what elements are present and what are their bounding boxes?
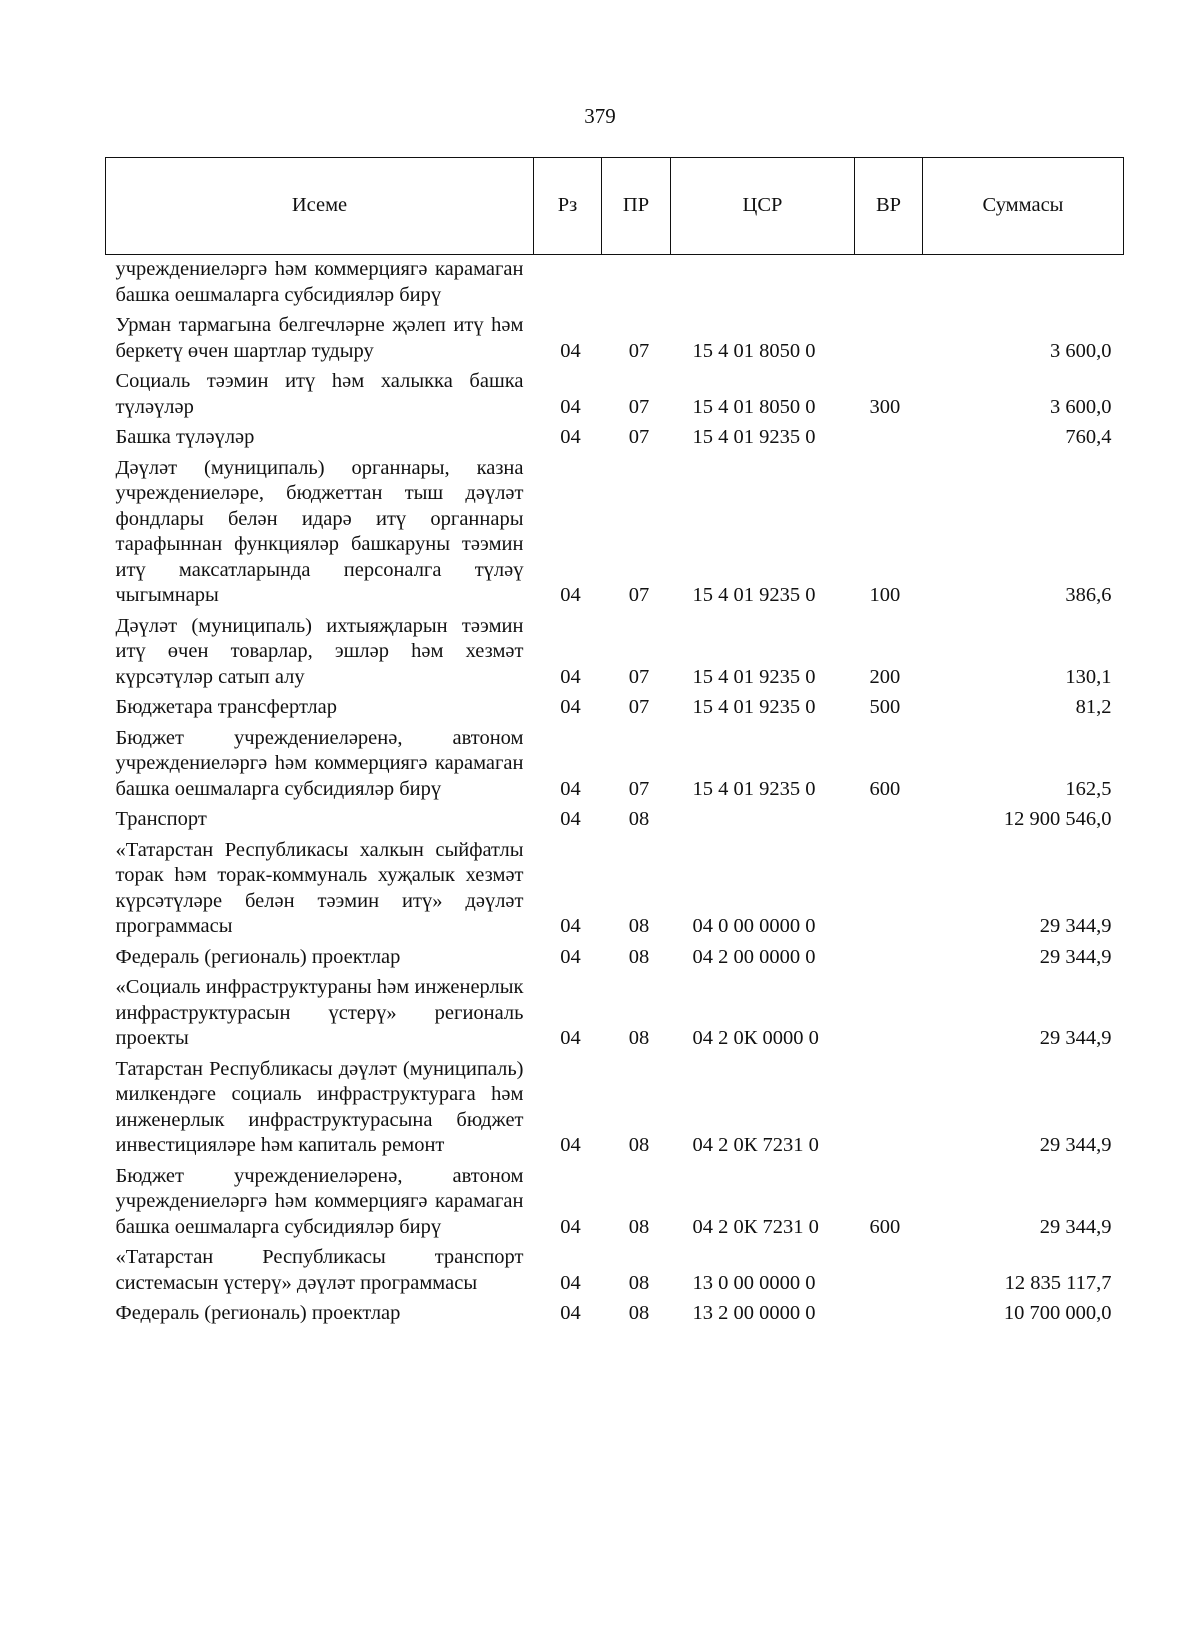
row-pr: 07 xyxy=(628,696,650,718)
header-pr: ПР xyxy=(602,158,671,255)
table-row xyxy=(106,836,1124,943)
row-rz: 04 xyxy=(560,808,581,830)
row-sum: 29 344,9 xyxy=(1039,1134,1112,1156)
row-name: Федераль (региональ) проектлар xyxy=(115,1302,401,1324)
row-pr: 08 xyxy=(628,1134,650,1156)
row-vr xyxy=(855,1299,923,1330)
row-rz: 04 xyxy=(560,1215,581,1238)
row-vr xyxy=(855,973,923,1055)
row-csr: 04 2 0К 7231 0 xyxy=(692,1215,819,1238)
row-name: Бюджет учреждениеләренә, автоном учреждениеләргә һәм коммерциягә карамаган башка оешмаларга субсидияләр бирү xyxy=(115,1164,524,1238)
row-sum: 386,6 xyxy=(1065,584,1112,606)
page-number: 379 xyxy=(584,104,616,128)
table-row xyxy=(106,1055,1124,1162)
table-row xyxy=(106,724,1124,806)
row-sum: 29 344,9 xyxy=(1039,945,1112,968)
row-rz: 04 xyxy=(560,1027,581,1049)
row-csr: 15 4 01 9235 0 xyxy=(692,777,816,800)
row-sum: 10 700 000,0 xyxy=(1003,1302,1112,1324)
row-pr: 08 xyxy=(628,1271,650,1294)
row-name: Башка түләүләр xyxy=(115,426,255,448)
row-csr: 15 4 01 8050 0 xyxy=(692,339,816,362)
row-csr: 15 4 01 9235 0 xyxy=(692,696,816,718)
row-csr: 13 2 00 0000 0 xyxy=(692,1302,816,1324)
row-vr xyxy=(855,1243,923,1299)
table-row xyxy=(106,612,1124,694)
header-name: Исеме xyxy=(106,158,534,255)
row-csr: 04 0 00 0000 0 xyxy=(692,915,816,937)
table-body xyxy=(106,255,1124,1330)
table-header xyxy=(106,158,1124,255)
row-csr: 04 2 00 0000 0 xyxy=(692,945,816,968)
row-vr xyxy=(855,943,923,974)
table-row xyxy=(106,1243,1124,1299)
row-csr xyxy=(671,255,855,312)
row-pr: 07 xyxy=(628,777,650,800)
row-rz: 04 xyxy=(560,426,581,448)
table-row xyxy=(106,973,1124,1055)
row-pr: 08 xyxy=(628,1215,650,1238)
row-sum: 81,2 xyxy=(1075,696,1112,718)
row-vr xyxy=(855,1055,923,1162)
row-sum xyxy=(923,255,1124,312)
row-sum: 3 600,0 xyxy=(1050,395,1112,418)
row-pr: 07 xyxy=(628,584,650,606)
row-pr: 07 xyxy=(628,395,650,418)
row-rz: 04 xyxy=(560,339,581,362)
row-sum: 12 835 117,7 xyxy=(1004,1271,1112,1294)
table-row xyxy=(106,1162,1124,1244)
budget-table xyxy=(105,157,1124,1330)
row-vr: 300 xyxy=(869,395,901,418)
row-vr: 600 xyxy=(869,1215,901,1238)
header-csr: ЦСР xyxy=(671,158,855,255)
row-vr: 100 xyxy=(869,584,901,606)
row-csr: 15 4 01 9235 0 xyxy=(692,584,816,606)
table-row xyxy=(106,311,1124,367)
row-sum: 3 600,0 xyxy=(1050,339,1112,362)
row-sum: 29 344,9 xyxy=(1039,1027,1112,1049)
header-rz: Рз xyxy=(534,158,602,255)
row-rz: 04 xyxy=(560,1302,581,1324)
row-rz: 04 xyxy=(560,395,581,418)
row-sum: 29 344,9 xyxy=(1039,915,1112,937)
row-name: учреждениеләргә һәм коммерциягә карамаган башка оешмаларга субсидияләр бирү xyxy=(115,258,524,306)
row-pr: 08 xyxy=(628,808,650,830)
row-sum: 29 344,9 xyxy=(1039,1215,1112,1238)
table-row xyxy=(106,1299,1124,1330)
row-rz: 04 xyxy=(560,1134,581,1156)
row-pr: 07 xyxy=(628,426,650,448)
row-name: Урман тармагына белгечләрне җәлеп итү һәм беркетү өчен шартлар тудыру xyxy=(115,314,524,362)
row-csr: 13 0 00 0000 0 xyxy=(692,1271,816,1294)
row-rz: 04 xyxy=(560,665,581,688)
row-vr xyxy=(855,255,923,312)
row-name: Бюджет учреждениеләренә, автоном учреждениеләргә һәм коммерциягә карамаган башка оешмаларга субсидияләр бирү xyxy=(115,726,524,800)
row-pr xyxy=(602,255,671,312)
row-vr xyxy=(855,311,923,367)
row-name: «Татарстан Республикасы халкын сыйфатлы торак һәм торак-коммуналь хуҗалык хезмәт күрсәтүләре белән тәэмин итү» дәүләт программасы xyxy=(115,838,524,937)
row-sum: 760,4 xyxy=(1065,426,1112,448)
row-vr: 500 xyxy=(869,696,901,718)
row-vr xyxy=(855,836,923,943)
row-sum: 12 900 546,0 xyxy=(1003,808,1112,830)
row-pr: 08 xyxy=(628,1302,650,1324)
row-vr xyxy=(855,805,923,836)
row-pr: 08 xyxy=(628,945,650,968)
row-pr: 07 xyxy=(628,665,650,688)
row-csr xyxy=(671,805,855,836)
row-vr xyxy=(855,423,923,454)
row-csr: 04 2 0К 7231 0 xyxy=(692,1134,819,1156)
row-rz: 04 xyxy=(560,584,581,606)
table-row xyxy=(106,255,1124,312)
table-row xyxy=(106,693,1124,724)
row-name: «Татарстан Республикасы транспорт системасын үстерү» дәүләт программасы xyxy=(115,1246,524,1294)
row-name: Транспорт xyxy=(115,808,207,830)
row-rz xyxy=(534,255,602,312)
table-row xyxy=(106,367,1124,423)
row-csr: 15 4 01 9235 0 xyxy=(692,426,816,448)
row-rz: 04 xyxy=(560,915,581,937)
row-sum: 162,5 xyxy=(1065,777,1112,800)
row-rz: 04 xyxy=(560,696,581,718)
row-name: Социаль тәэмин итү һәм халыкка башка түләүләр xyxy=(115,370,524,418)
row-vr: 200 xyxy=(869,665,901,688)
row-pr: 08 xyxy=(628,915,650,937)
row-name: Татарстан Республикасы дәүләт (муниципаль) милкендәге социаль инфраструктурага һәм инженерлык инфраструктурасына бюджет инвестицияләре һәм капиталь ремонт xyxy=(115,1057,524,1156)
table-row xyxy=(106,943,1124,974)
row-name: Дәүләт (муниципаль) ихтыяҗларын тәэмин итү өчен товарлар, эшләр һәм хезмәт күрсәтүләр сатып алу xyxy=(115,614,524,688)
row-rz: 04 xyxy=(560,945,581,968)
table-row xyxy=(106,423,1124,454)
row-name: Бюджетара трансфертлар xyxy=(115,696,338,718)
row-vr: 600 xyxy=(869,777,901,800)
row-name: Дәүләт (муниципаль) органнары, казна учреждениеләре, бюджеттан тыш дәүләт фондлары белән идарә итү органнары тарафыннан функцияләр башкаруны тәэмин итү максатларында персоналга түләү чыгымнары xyxy=(115,456,524,606)
row-sum: 130,1 xyxy=(1065,665,1112,688)
row-name: «Социаль инфраструктураны һәм инженерлык инфраструктурасын үстерү» региональ проекты xyxy=(115,976,524,1049)
table-row xyxy=(106,454,1124,612)
header-vr: ВР xyxy=(855,158,923,255)
row-rz: 04 xyxy=(560,777,581,800)
row-csr: 15 4 01 9235 0 xyxy=(692,665,816,688)
row-name: Федераль (региональ) проектлар xyxy=(115,945,401,968)
row-csr: 15 4 01 8050 0 xyxy=(692,395,816,418)
table-row xyxy=(106,805,1124,836)
header-sum: Суммасы xyxy=(923,158,1124,255)
row-csr: 04 2 0К 0000 0 xyxy=(692,1027,819,1049)
row-rz: 04 xyxy=(560,1271,581,1294)
row-pr: 08 xyxy=(628,1027,650,1049)
row-pr: 07 xyxy=(628,339,650,362)
